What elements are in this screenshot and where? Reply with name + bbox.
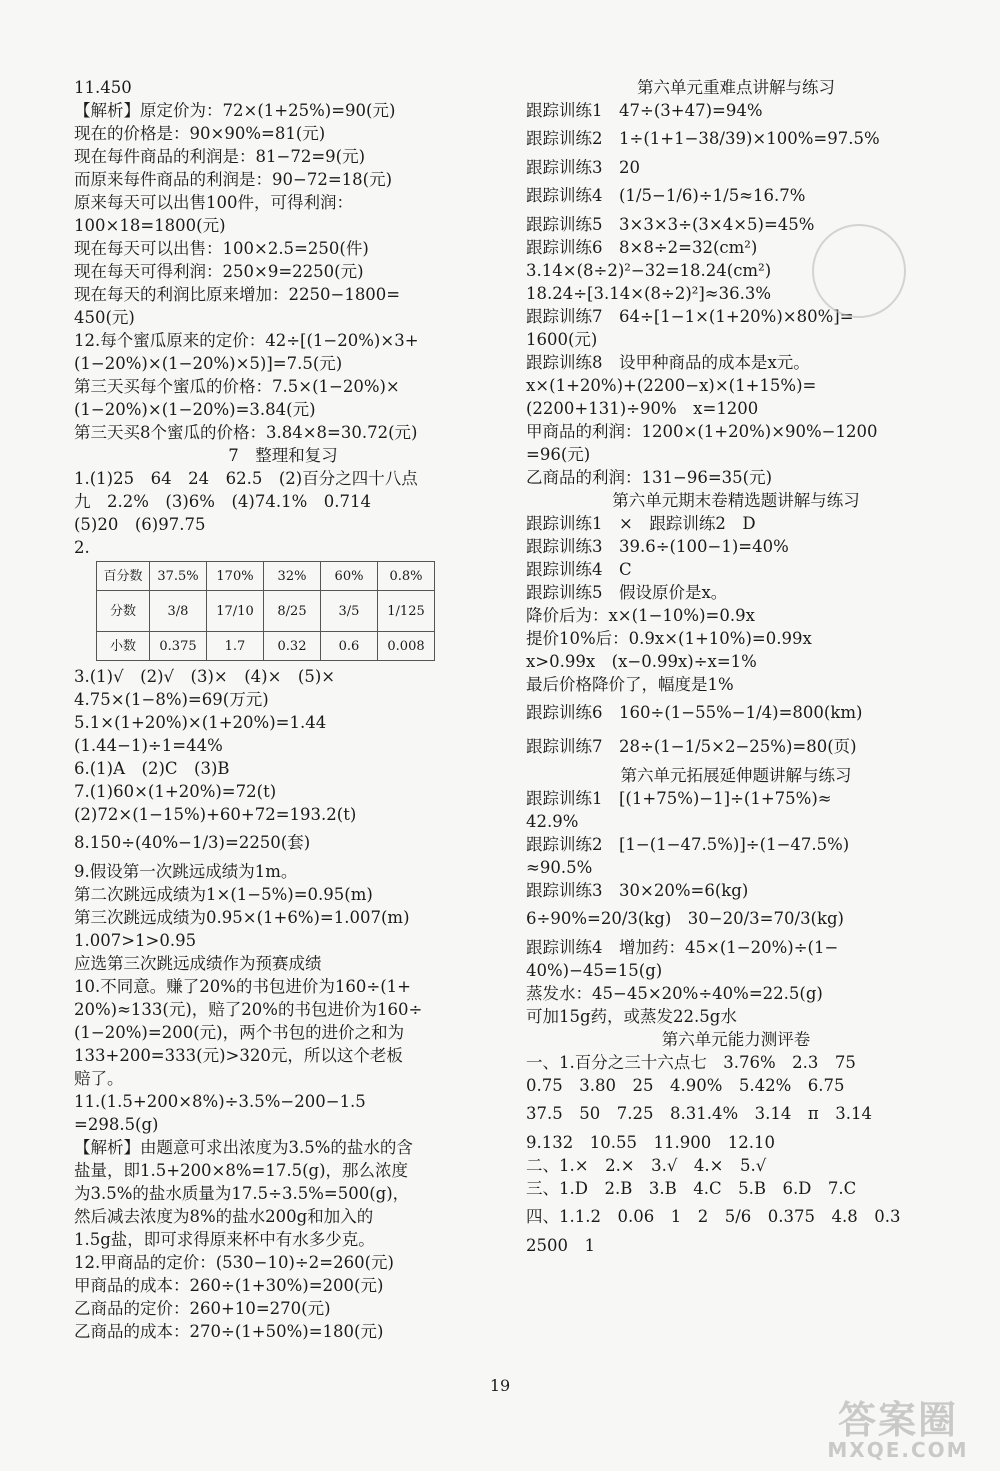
text-line: 跟踪训练1 × 跟踪训练2 D [526,514,756,533]
table-cell: 0.32 [264,632,321,661]
text-line: 【解析】原定价为：72×(1+25%)=90(元) [74,101,396,120]
text-line: 三、1.D 2.B 3.B 4.C 5.B 6.D 7.C [526,1179,857,1198]
text-line: 450(元) [74,308,135,327]
text-line: 11.(1.5+200×8%)÷3.5%−200−1.5 [74,1092,366,1111]
text-line: 5.1×(1+20%)×(1+20%)=1.44 [74,713,327,732]
text-line: 7.(1)60×(1+20%)=72(t) [74,782,277,801]
section-heading: 第六单元期末卷精选题讲解与练习 [612,491,860,510]
section-heading: 第六单元能力测评卷 [661,1030,811,1049]
table-row [97,591,435,632]
table-cell: 3/8 [150,591,207,632]
text-line: 跟踪训练5 3×3×3÷(3×4×5)=45% [526,215,815,234]
text-line: 一、1.百分之三十六点七 3.76% 2.3 75 [526,1053,856,1072]
text-line: 4.75×(1−8%)=69(万元) [74,690,269,709]
row-label: 分数 [97,591,150,632]
text-line: 跟踪训练8 设甲种商品的成本是x元。 [526,353,810,372]
text-line: (1−20%)×(1−20%)=3.84(元) [74,400,316,419]
text-line: 跟踪训练4 增加药：45×(1−20%)÷(1− [526,938,839,957]
text-line: 提价10%后：0.9x×(1+10%)=0.99x [526,629,812,648]
table-cell: 17/10 [207,591,264,632]
text-line: 第三天买8个蜜瓜的价格：3.84×8=30.72(元) [74,423,418,442]
text-line: 最后价格降价了，幅度是1% [526,675,734,694]
text-line: 跟踪训练5 假设原价是x。 [526,583,728,602]
text-line: 第三次跳远成绩为0.95×(1+6%)=1.007(m) [74,908,410,927]
text-line: 应选第三次跳远成绩作为预赛成绩 [74,954,322,973]
section-heading: 第六单元重难点讲解与练习 [637,78,835,97]
table-cell: 0.8% [378,562,435,591]
page-number: 19 [489,1376,511,1395]
text-line: 而原来每件商品的利润是：90−72=18(元) [74,170,393,189]
text-line: 跟踪训练7 28÷(1−1/5×2−25%)=80(页) [526,737,857,756]
table-cell: 0.008 [378,632,435,661]
table-cell: 60% [321,562,378,591]
text-line: 现在的价格是：90×90%=81(元) [74,124,326,143]
text-line: (5)20 (6)97.75 [74,515,206,534]
section-heading: 第六单元拓展延伸题讲解与练习 [620,766,852,785]
text-line: 甲商品的成本：260÷(1+30%)=200(元) [74,1276,384,1295]
text-line: 跟踪训练6 160÷(1−55%−1/4)=800(km) [526,703,863,722]
text-line: 乙商品的利润：131−96=35(元) [526,468,773,487]
text-line: =298.5(g) [74,1115,159,1134]
table-row [97,562,435,591]
text-line: 42.9% [526,812,579,831]
text-line: 甲商品的利润：1200×(1+20%)×90%−1200 [526,422,878,441]
section-heading: 7 整理和复习 [228,446,338,465]
text-line: 为3.5%的盐水质量为17.5÷3.5%=500(g)， [74,1184,410,1203]
text-line: 跟踪训练3 39.6÷(100−1)=40% [526,537,789,556]
text-line: 跟踪训练4 C [526,560,632,579]
text-line: 二、1.× 2.× 3.√ 4.× 5.√ [526,1156,767,1175]
text-line: 现在每天可以出售：100×2.5=250(件) [74,239,369,258]
text-line: 9.132 10.55 11.900 12.10 [526,1133,775,1152]
text-line: (2)72×(1−15%)+60+72=193.2(t) [74,805,357,824]
text-line: 现在每天的利润比原来增加：2250−1800= [74,285,401,304]
text-line: x×(1+20%)+(2200−x)×(1+15%)= [526,376,817,395]
text-line: ≈90.5% [526,858,593,877]
text-line: 37.5 50 7.25 8.31.4% 3.14 π 3.14 [526,1104,872,1123]
watermark-logo [808,1400,988,1460]
text-line: (2200+131)÷90% x=1200 [526,399,759,418]
text-line: 跟踪训练3 30×20%=6(kg) [526,881,749,900]
text-line: 1.5g盐，即可求得原来杯中有水多少克。 [74,1230,375,1249]
text-line: 乙商品的成本：270÷(1+50%)=180(元) [74,1322,384,1341]
text-line: 6÷90%=20/3(kg) 30−20/3=70/3(kg) [526,909,844,928]
watermark-url: MXQE.COM [827,1438,969,1462]
text-line: x>0.99x (x−0.99x)÷x=1% [526,652,757,671]
text-line: 9.假设第一次跳远成绩为1m。 [74,862,298,881]
text-line: 20%)≈133(元)，赔了20%的书包进价为160÷ [74,1000,423,1019]
watermark-logo-text: 答案圈 [837,1398,958,1442]
table-cell: 1/125 [378,591,435,632]
text-line: 3.(1)√ (2)√ (3)× (4)× (5)× [74,667,336,686]
text-line: 跟踪训练7 64÷[1−1×(1+20%)×80%]= [526,307,854,326]
text-line: 蒸发水：45−45×20%÷40%=22.5(g) [526,984,823,1003]
table-cell: 0.375 [150,632,207,661]
text-line: 133+200=333(元)>320元，所以这个老板 [74,1046,403,1065]
text-line: 8.150÷(40%−1/3)=2250(套) [74,833,311,852]
left-column [74,76,492,1343]
text-line: 0.75 3.80 25 4.90% 5.42% 6.75 [526,1076,845,1095]
text-line: 40%)−45=15(g) [526,961,663,980]
text-line: 2. [74,538,90,557]
text-line: 第三天买每个蜜瓜的价格：7.5×(1−20%)× [74,377,400,396]
text-line: 九 2.2% (3)6% (4)74.1% 0.714 [74,492,371,511]
table-cell: 1.7 [207,632,264,661]
text-line: 现在每天可得利润：250×9=2250(元) [74,262,364,281]
text-line: 跟踪训练1 [(1+75%)−1]÷(1+75%)≈ [526,789,832,808]
text-line: 18.24÷[3.14×(8÷2)²]≈36.3% [526,284,772,303]
text-line: 跟踪训练2 [1−(1−47.5%)]÷(1−47.5%) [526,835,850,854]
table-cell: 8/25 [264,591,321,632]
text-line: 乙商品的定价：260+10=270(元) [74,1299,331,1318]
text-line: 现在每件商品的利润是：81−72=9(元) [74,147,366,166]
text-line: 盐量，即1.5+200×8%=17.5(g)，那么浓度 [74,1161,409,1180]
text-line: 跟踪训练1 47÷(3+47)=94% [526,101,763,120]
text-line: 第二次跳远成绩为1×(1−5%)=0.95(m) [74,885,373,904]
text-line: 12.每个蜜瓜原来的定价：42÷[(1−20%)×3+ [74,331,419,350]
table-cell: 0.6 [321,632,378,661]
text-line: 10.不同意。赚了20%的书包进价为160÷(1+ [74,977,411,996]
text-line: 跟踪训练2 1÷(1+1−38/39)×100%=97.5% [526,129,880,148]
row-label: 百分数 [97,562,150,591]
text-line: 原来每天可以出售100件，可得利润： [74,193,353,212]
text-line: =96(元) [526,445,591,464]
table-cell: 3/5 [321,591,378,632]
text-line: 1.007>1>0.95 [74,931,197,950]
table-cell: 37.5% [150,562,207,591]
text-line: 降价后为：x×(1−10%)=0.9x [526,606,755,625]
text-line: 跟踪训练4 (1/5−1/6)÷1/5≈16.7% [526,186,806,205]
stamp-seal [812,224,906,318]
text-line: 11.450 [74,78,132,97]
text-line: 12.甲商品的定价：(530−10)÷2=260(元) [74,1253,394,1272]
text-line: 【解析】由题意可求出浓度为3.5%的盐水的含 [74,1138,413,1157]
text-line: (1.44−1)÷1=44% [74,736,223,755]
text-line: 1600(元) [526,330,598,349]
text-line: (1−20%)=200(元)，两个书包的进价之和为 [74,1023,405,1042]
text-line: (1−20%)×(1−20%)×5)]=7.5(元) [74,354,343,373]
table-cell: 170% [207,562,264,591]
row-label: 小数 [97,632,150,661]
text-line: 100×18=1800(元) [74,216,226,235]
text-line: 2500 1 [526,1236,595,1255]
table-cell: 32% [264,562,321,591]
text-line: 可加15g药，或蒸发22.5g水 [526,1007,737,1026]
text-line: 6.(1)A (2)C (3)B [74,759,230,778]
text-line: 1.(1)25 64 24 62.5 (2)百分之四十八点 [74,469,418,488]
text-line: 四、1.1.2 0.06 1 2 5/6 0.375 4.8 0.3 [526,1207,901,1226]
text-line: 3.14×(8÷2)²−32=18.24(cm²) [526,261,772,280]
text-line: 跟踪训练6 8×8÷2=32(cm²) [526,238,758,257]
percent-conversion-table [96,561,435,661]
text-line: 赔了。 [74,1069,124,1088]
text-line: 跟踪训练3 20 [526,158,640,177]
text-line: 然后减去浓度为8%的盐水200g和加入的 [74,1207,374,1226]
table-row [97,632,435,661]
